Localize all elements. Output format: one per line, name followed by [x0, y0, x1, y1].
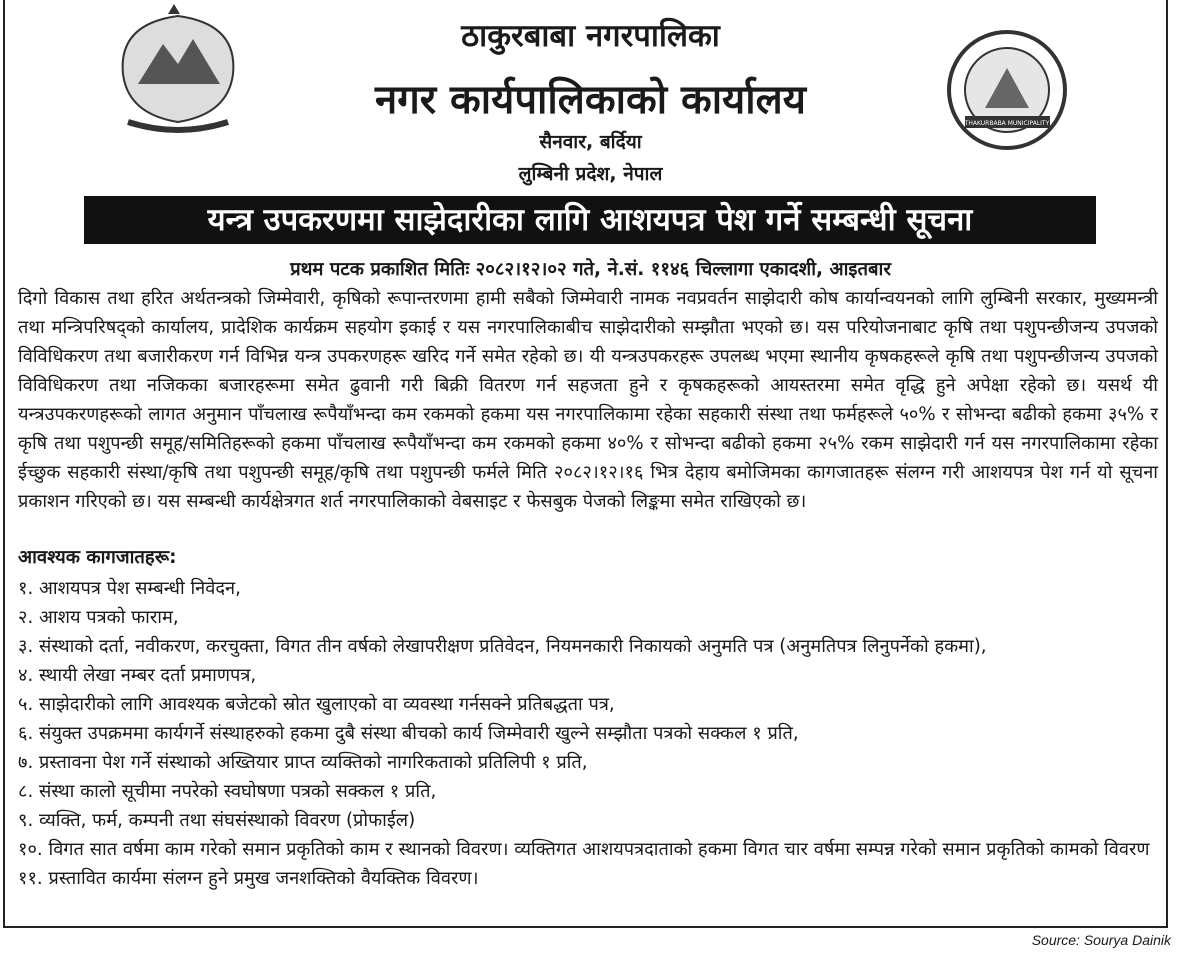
list-item: ११. प्रस्तावित कार्यमा संलग्न हुने प्रमुख जनशक्तिको वैयक्तिक विवरण।: [18, 868, 479, 889]
notice-title-banner: यन्त्र उपकरणमा साझेदारीका लागि आशयपत्र पेश गर्ने सम्बन्धी सूचना: [84, 196, 1096, 244]
list-item: ६. संयुक्त उपक्रममा कार्यगर्ने संस्थाहरुको हकमा दुबै संस्था बीचको कार्य जिम्मेवारी खुल्ने सम्झौता पत्रको सक्कल १ प्रति,: [18, 723, 799, 744]
notice-body: दिगो विकास तथा हरित अर्थतन्त्रको जिम्मेवारी, कृषिको रूपान्तरणमा हामी सबैको जिम्मेवारी नामक नवप्रवर्तन साझेदारी कोष कार्यान्वयनको लागि लुम्बिनी सरकार, मुख्यमन्त्री तथा मन्त्रिपरिषद्को कार्यालय, प्रादेशिक कार्यक्रम सहयोग इकाई र यस नगरपालिकाबीच साझेदारीको सम्झौता भएको छ। यस परियोजनाबाट कृषि तथा पशुपन्छीजन्य उपजको विविधिकरण तथा बजारीकरण गर्न विभिन्न यन्त्र उपकरणहरू खरिद गर्ने समेत रहेको छ। यी यन्त्रउपकरहरू उपलब्ध भएमा स्थानीय कृषकहरूले कृषि तथा पशुपन्छीजन्य उपजको विविधिकरण तथा नजिकका बजारहरूमा समेत ढुवानी गरी बिक्री वितरण गर्न सहजता हुने र कृषकहरूको आयस्तरमा समेत वृद्धि हुने अपेक्षा रहेको छ। यसर्थ यी यन्त्रउपकरणहरूको लागत अनुमान पाँचलाख रूपैयाँभन्दा कम रकमको हकमा यस नगरपालिकामा रहेका सहकारी संस्था तथा फर्महरूले ५०% र सोभन्दा बढीको हकमा ३५% र कृषि तथा पशुपन्छी समूह/समितिहरूको हकमा पाँचलाख रूपैयाँभन्दा कम रकमको हकमा ४०% र सोभन्दा बढीको हकमा २५% रकम साझेदारी गर्न यस नगरपालिकामा रहेका ईच्छुक सहकारी संस्था/कृषि तथा पशुपन्छी समूह/कृषि तथा पशुपन्छी फर्मले मिति २०८२।१२।१६ भित्र देहाय बमोजिमका कागजातहरू संलग्न गरी आशयपत्र पेश गर्न यो सूचना प्रकाशन गरिएको छ। यस सम्बन्धी कार्यक्षेत्रगत शर्त नगरपालिकाको वेबसाइट र फेसबुक पेजको लिङ्कमा समेत राखिएको छ।: [18, 288, 1158, 512]
list-item: ३. संस्थाको दर्ता, नवीकरण, करचुक्ता, विगत तीन वर्षको लेखापरीक्षण प्रतिवेदन, नियमनकारी निकायको अनुमति पत्र (अनुमतिपत्र लिनुपर्नेको हकमा),: [18, 636, 987, 657]
address-line-2: लुम्बिनी प्रदेश, नेपाल: [518, 163, 663, 185]
municipality-logo: [945, 28, 1070, 153]
list-item: ५. साझेदारीको लागि आवश्यक बजेटको स्रोत खुलाएको वा व्यवस्था गर्नसक्ने प्रतिबद्धता पत्र,: [18, 694, 615, 715]
list-item: ७. प्रस्तावना पेश गर्ने संस्थाको अख्तियार प्राप्त व्यक्तिको नागरिकताको प्रतिलिपी १ प्रति,: [18, 752, 588, 773]
list-item: १०. विगत सात वर्षमा काम गरेको समान प्रकृतिको काम र स्थानको विवरण। व्यक्तिगत आशयपत्रदाताको हकमा विगत चार वर्षमा सम्पन्न गरेको समान प्रकृतिको कामको विवरण: [18, 839, 1150, 860]
office-name: नगर कार्यपालिकाको कार्यालय: [375, 77, 806, 123]
list-item: १. आशयपत्र पेश सम्बन्धी निवेदन,: [18, 578, 241, 599]
list-item: २. आशय पत्रको फाराम,: [18, 607, 179, 628]
list-item: ८. संस्था कालो सूचीमा नपरेको स्वघोषणा पत्रको सक्कल १ प्रति,: [18, 781, 437, 802]
logo-text: THAKURBABA MUNICIPALITY: [964, 120, 1050, 127]
list-item: ९. व्यक्ति, फर्म, कम्पनी तथा संघसंस्थाको विवरण (प्रोफाईल): [18, 810, 416, 831]
list-item: ४. स्थायी लेखा नम्बर दर्ता प्रमाणपत्र,: [18, 665, 257, 686]
requirements-title: आवश्यक कागजातहरू:: [18, 547, 177, 568]
publish-date: प्रथम पटक प्रकाशित मितिः २०८२।१२।०२ गते, ने.सं. ११४६ चिल्लागा एकादशी, आइतबार: [290, 259, 891, 280]
address-line-1: सैनवार, बर्दिया: [539, 131, 642, 153]
source-credit: Source: Sourya Dainik: [1031, 932, 1171, 948]
municipality-name: ठाकुरबाबा नगरपालिका: [461, 18, 720, 54]
requirements-list: [18, 574, 1158, 893]
